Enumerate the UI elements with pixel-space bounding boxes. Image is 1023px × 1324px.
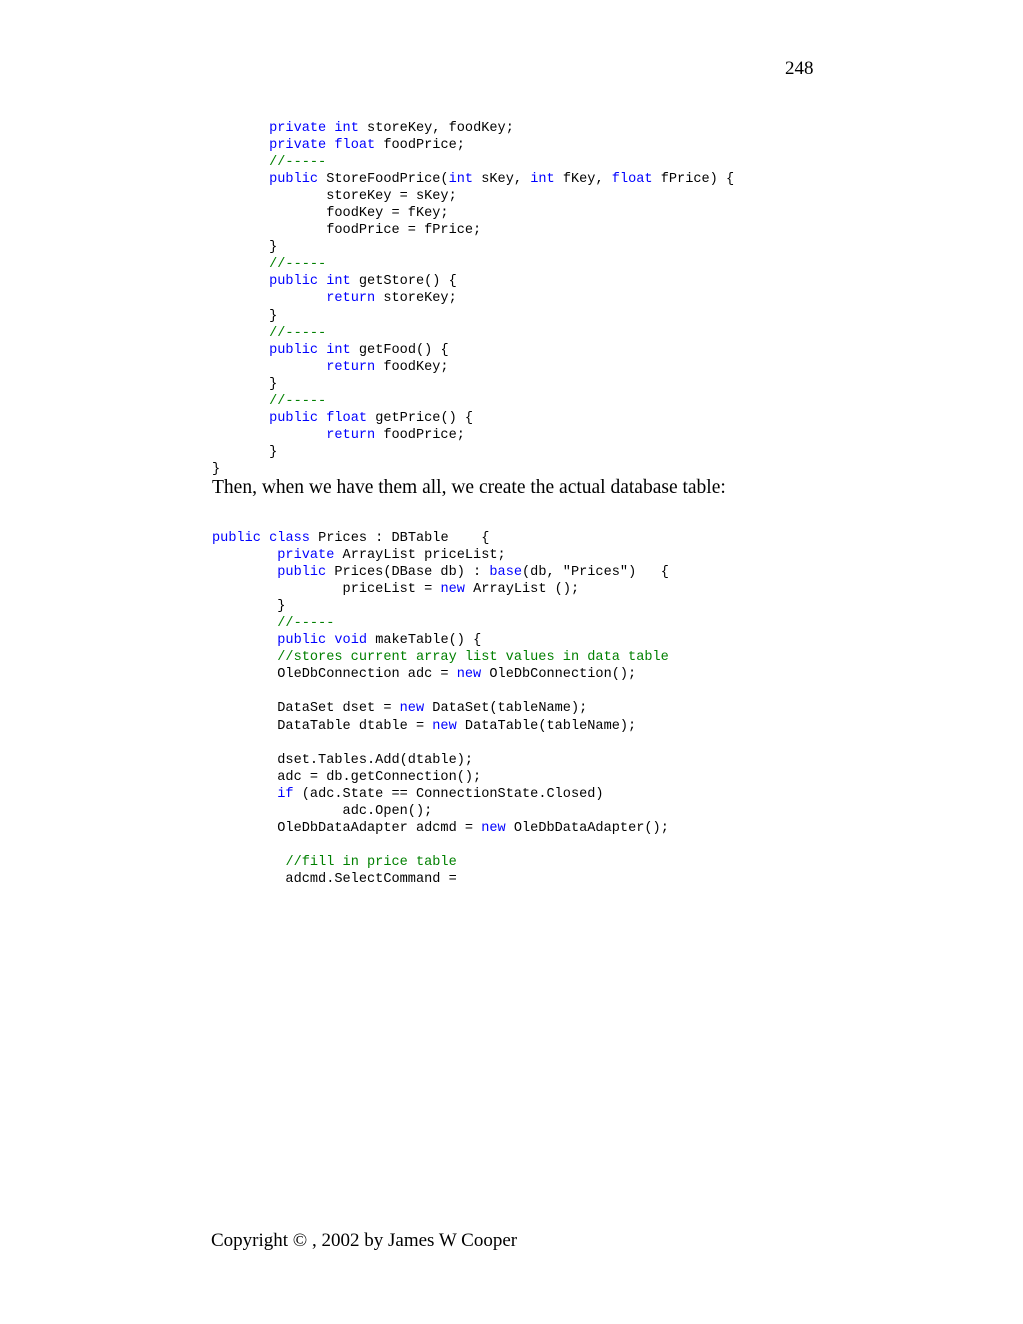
code-keyword: class: [269, 531, 310, 546]
code-text: StoreFoodPrice(: [318, 172, 449, 188]
code-text: adcmd.SelectCommand =: [212, 871, 457, 887]
code-line: [212, 290, 734, 307]
code-text: getStore() {: [350, 274, 457, 290]
code-line: [212, 171, 734, 188]
code-text: }: [212, 376, 278, 392]
code-text: [212, 360, 326, 375]
code-text: [318, 274, 326, 289]
code-text: [212, 787, 277, 802]
code-text: adc = db.getConnection();: [212, 769, 482, 785]
code-comment: //fill in price table: [285, 854, 457, 870]
code-line: [212, 154, 734, 171]
code-keyword: public: [277, 633, 327, 649]
code-text: fKey,: [554, 172, 612, 188]
code-text: }: [212, 240, 278, 256]
code-line: [212, 700, 669, 717]
code-line: [212, 427, 734, 444]
code-text: [212, 343, 269, 358]
code-text: priceList =: [212, 582, 441, 598]
code-text: adc.Open();: [212, 803, 433, 819]
code-keyword: private: [269, 121, 327, 136]
code-line: [212, 461, 734, 478]
code-text: [212, 274, 269, 289]
code-text: [212, 548, 277, 563]
code-keyword: new: [399, 701, 425, 717]
code-comment: //-----: [269, 257, 327, 273]
code-line: [212, 683, 669, 700]
code-line: [212, 342, 734, 359]
code-comment: //-----: [277, 616, 335, 632]
code-line: [212, 410, 734, 427]
code-keyword: new: [440, 582, 465, 598]
code-text: [212, 121, 269, 136]
code-text: [212, 257, 269, 272]
code-keyword: public: [269, 410, 319, 426]
code-text: [212, 172, 269, 187]
code-text: }: [212, 444, 278, 460]
code-text: fPrice) {: [652, 172, 735, 188]
code-line: [212, 325, 734, 342]
code-line: [212, 393, 734, 410]
code-line: [212, 308, 734, 325]
code-comment: //stores current array list values in data table: [277, 650, 669, 666]
code-text: DataSet(tableName);: [424, 701, 588, 717]
code-text: DataSet dset =: [212, 701, 400, 717]
copyright-footer: Copyright © , 2002 by James W Cooper: [211, 1230, 518, 1251]
code-text: DataTable dtable =: [212, 718, 433, 734]
code-line: [212, 598, 669, 615]
code-keyword: public: [212, 531, 261, 546]
code-line: [212, 239, 734, 256]
code-comment: //-----: [269, 155, 327, 171]
code-text: [212, 650, 277, 665]
code-line: [212, 444, 734, 461]
code-keyword: float: [611, 172, 653, 188]
code-line: [212, 786, 669, 803]
code-keyword: float: [334, 138, 376, 154]
code-keyword: private: [269, 138, 327, 154]
code-text: [261, 531, 269, 546]
code-text: }: [212, 599, 286, 615]
code-line: [212, 615, 669, 632]
code-text: makeTable() {: [367, 633, 482, 649]
code-text: [212, 394, 269, 409]
code-text: (db, "Prices") {: [522, 565, 669, 581]
code-keyword: if: [277, 786, 294, 802]
code-line: [212, 632, 669, 649]
code-text: [212, 155, 269, 170]
code-text: [318, 343, 326, 358]
code-text: DataTable(tableName);: [456, 718, 637, 734]
code-line: [212, 256, 734, 273]
code-text: getPrice() {: [367, 410, 474, 426]
code-line: [212, 769, 669, 786]
code-line: [212, 718, 669, 735]
code-keyword: public: [269, 172, 319, 188]
code-keyword: int: [334, 121, 359, 136]
code-text: dset.Tables.Add(dtable);: [212, 752, 474, 768]
code-keyword: void: [334, 633, 368, 649]
code-keyword: new: [481, 820, 506, 836]
code-listing-prices-table: [212, 530, 669, 888]
code-keyword: return: [326, 359, 376, 375]
code-line: [212, 137, 734, 154]
code-line: [212, 188, 734, 205]
code-keyword: private: [277, 548, 335, 564]
code-line: [212, 649, 669, 666]
code-text: (adc.State == ConnectionState.Closed): [293, 786, 604, 802]
code-text: storeKey;: [375, 291, 457, 307]
code-keyword: int: [448, 172, 474, 188]
code-comment: //-----: [269, 325, 327, 341]
code-keyword: new: [456, 667, 482, 683]
code-text: }: [212, 308, 278, 324]
code-text: ArrayList priceList;: [334, 548, 506, 564]
code-keyword: int: [326, 274, 351, 290]
code-text: foodKey;: [375, 359, 449, 375]
page-number: 248: [785, 58, 814, 79]
code-text: OleDbConnection();: [481, 667, 637, 683]
code-text: getFood() {: [350, 342, 449, 358]
code-text: [212, 633, 277, 648]
code-keyword: base: [489, 565, 523, 581]
code-text: Prices(DBase db) :: [326, 565, 490, 581]
code-text: Prices : DBTable {: [309, 531, 490, 546]
code-line: [212, 222, 734, 239]
code-line: [212, 205, 734, 222]
code-keyword: new: [432, 718, 457, 734]
code-keyword: public: [269, 274, 319, 290]
code-text: storeKey, foodKey;: [358, 121, 514, 136]
code-text: ArrayList ();: [464, 582, 580, 598]
code-text: foodPrice;: [375, 138, 465, 154]
code-keyword: public: [269, 342, 319, 358]
code-line: [212, 359, 734, 376]
code-line: [212, 530, 669, 547]
code-line: [212, 547, 669, 564]
code-line: [212, 871, 669, 888]
code-keyword: int: [530, 172, 555, 188]
code-text: OleDbDataAdapter adcmd =: [212, 820, 482, 836]
code-line: [212, 752, 669, 769]
code-keyword: float: [326, 410, 368, 426]
code-line: [212, 120, 734, 137]
code-line: [212, 564, 669, 581]
code-line: [212, 820, 669, 837]
code-line: [212, 837, 669, 854]
code-line: [212, 581, 669, 598]
code-text: [212, 138, 269, 153]
code-line: [212, 735, 669, 752]
code-line: [212, 376, 734, 393]
code-text: [318, 411, 326, 426]
code-text: OleDbDataAdapter();: [505, 820, 669, 836]
code-text: foodPrice = fPrice;: [212, 223, 482, 239]
code-text: foodPrice;: [375, 427, 465, 443]
code-text: [212, 616, 277, 631]
code-text: storeKey = sKey;: [212, 189, 457, 205]
code-text: [212, 855, 285, 870]
code-text: OleDbConnection adc =: [212, 667, 457, 683]
code-keyword: public: [277, 565, 327, 581]
code-text: [212, 291, 326, 306]
code-line: [212, 854, 669, 871]
code-keyword: return: [326, 427, 376, 443]
code-text: [212, 411, 269, 426]
code-text: foodKey = fKey;: [212, 206, 449, 222]
code-keyword: int: [326, 342, 351, 358]
code-listing-store-food-price: [212, 120, 734, 478]
code-text: }: [212, 461, 221, 477]
code-text: [212, 326, 269, 341]
code-text: [212, 565, 277, 580]
code-line: [212, 803, 669, 820]
code-line: [212, 666, 669, 683]
code-comment: //-----: [269, 393, 327, 409]
code-keyword: return: [326, 291, 376, 307]
body-paragraph: Then, when we have them all, we create the actual database table:: [212, 477, 726, 498]
code-text: sKey,: [473, 172, 531, 188]
code-line: [212, 273, 734, 290]
code-text: [212, 428, 326, 443]
